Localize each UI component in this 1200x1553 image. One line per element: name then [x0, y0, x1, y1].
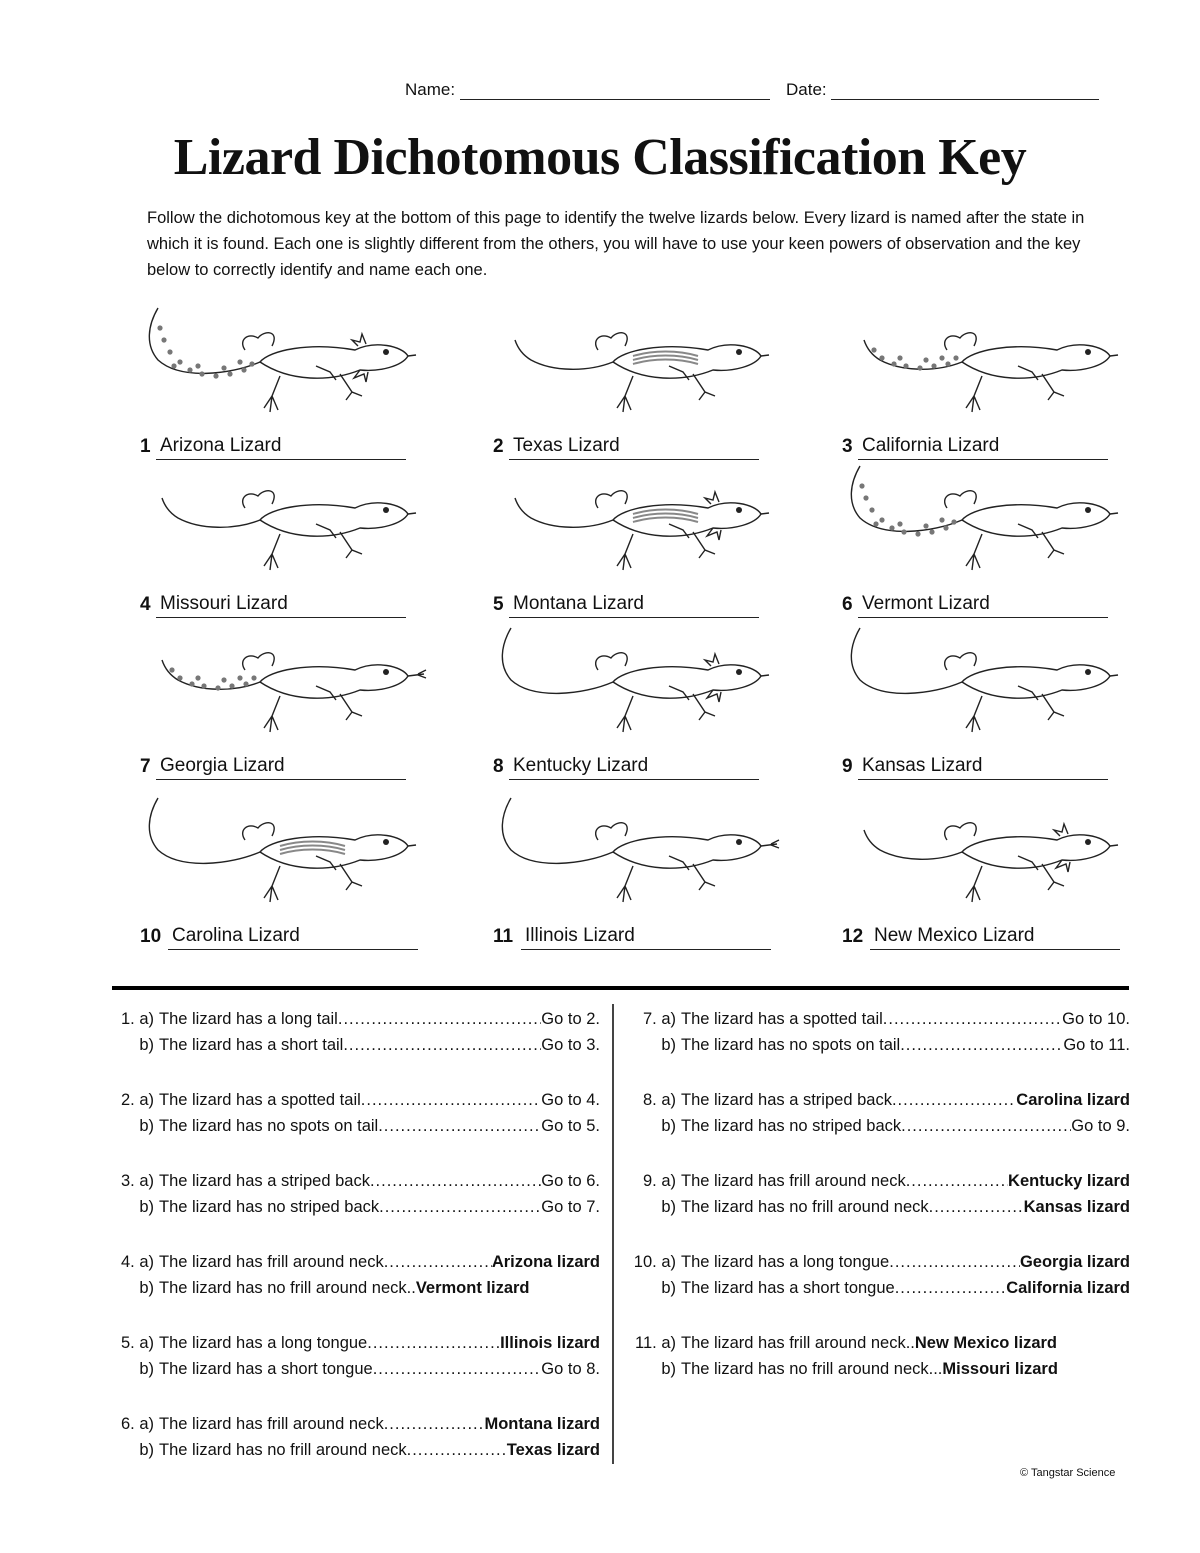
step-text: The lizard has no spots on tail: [159, 1117, 379, 1135]
date-line[interactable]: [831, 80, 1099, 100]
lizard-tail: [162, 498, 260, 527]
key-step: [622, 1172, 1130, 1253]
lizard-tongue: [408, 513, 416, 514]
name-line[interactable]: [460, 80, 770, 100]
lizard-spot: [201, 683, 206, 688]
lizard-eye: [736, 669, 742, 675]
step-result: Montana lizard: [484, 1415, 600, 1433]
step-prefix: 7. a): [642, 1010, 676, 1028]
lizard-spot: [939, 355, 944, 360]
page-title: Lizard Dichotomous Classification Key: [173, 129, 1027, 186]
key-step: [108, 1172, 600, 1253]
lizard-back-leg: [264, 534, 280, 570]
step-result: Go to 5.: [541, 1117, 600, 1135]
step-prefix: 6. a): [120, 1415, 154, 1433]
step-prefix: 9. a): [642, 1172, 676, 1190]
lizard-number: 2: [493, 436, 504, 457]
lizard-spot: [221, 677, 226, 682]
lizard-spot: [903, 363, 908, 368]
step-prefix: 3. a): [120, 1172, 154, 1190]
lizard-eye: [1085, 507, 1091, 513]
lizard-cell: [842, 620, 1152, 780]
lizard-answer[interactable]: Illinois Lizard: [521, 925, 771, 950]
step-result: Go to 11.: [1063, 1036, 1130, 1054]
step-prefix: 1. a): [120, 1010, 154, 1028]
lizard-cell: [842, 458, 1152, 618]
step-text: The lizard has a long tail: [159, 1010, 338, 1028]
step-text: The lizard has a striped back: [681, 1091, 892, 1109]
lizard-cell: [842, 790, 1122, 950]
lizard-spot: [215, 685, 220, 690]
lizard-number: 11: [493, 926, 514, 947]
lizard-spot: [195, 675, 200, 680]
lizard-spot: [915, 531, 920, 536]
lizard-front-leg-raised: [243, 491, 275, 508]
step-result: Kansas lizard: [1023, 1198, 1130, 1216]
lizard-spot: [879, 355, 884, 360]
lizard-tongue: [408, 355, 416, 356]
lizard-back-leg: [264, 696, 280, 732]
lizard-tongue: [1110, 675, 1118, 676]
lizard-spot: [161, 337, 166, 342]
step-prefix: 4. a): [120, 1253, 154, 1271]
lizard-number: 4: [140, 594, 151, 615]
lizard-tail: [515, 340, 613, 369]
lizard-front-leg-raised: [596, 823, 628, 840]
lizard-front-leg: [340, 532, 362, 558]
step-prefix: b): [139, 1441, 154, 1459]
lizard-spot: [923, 523, 928, 528]
lizard-front-leg-raised: [596, 333, 628, 350]
lizard-number: 7: [140, 756, 151, 777]
step-text: The lizard has frill around neck: [159, 1253, 384, 1271]
key-step: [108, 1334, 600, 1415]
step-text: The lizard has no striped back: [159, 1198, 380, 1216]
lizard-front-leg-raised: [596, 653, 628, 670]
lizard-front-leg-raised: [243, 653, 275, 670]
lizard-spot: [901, 529, 906, 534]
step-result: Go to 4.: [541, 1091, 600, 1109]
step-prefix: b): [139, 1036, 154, 1054]
lizard-spot: [859, 483, 864, 488]
lizard-front-leg: [340, 864, 362, 890]
intro-paragraph: Follow the dichotomous key at the bottom of this page to identify the twelve lizards below. Every lizard is named after the state in which it is found. Each one is slightly different from the others, you will have to use your keen powers of observation and the key below to correctly identify and name each one.: [147, 209, 1085, 279]
lizard-drawing: [842, 300, 1132, 435]
name-label: Name:: [405, 80, 456, 99]
lizard-front-leg: [1042, 374, 1064, 400]
lizard-drawing: [140, 458, 430, 593]
step-prefix: b): [139, 1198, 154, 1216]
step-text: The lizard has no frill around neck..: [159, 1279, 416, 1297]
step-text: The lizard has a long tongue: [681, 1253, 890, 1271]
step-result: Carolina lizard: [1016, 1091, 1130, 1109]
lizard-answer[interactable]: Georgia Lizard: [156, 755, 406, 780]
step-text: The lizard has frill around neck..: [681, 1334, 915, 1352]
lizard-front-leg-raised: [243, 333, 275, 350]
key-step: [622, 1010, 1130, 1091]
lizard-eye: [736, 839, 742, 845]
step-text: The lizard has a spotted tail: [681, 1010, 883, 1028]
lizard-answer[interactable]: Vermont Lizard: [858, 593, 1108, 618]
lizard-back-leg: [966, 376, 982, 412]
lizard-drawing: [493, 458, 783, 593]
lizard-eye: [383, 839, 389, 845]
lizard-spot: [169, 667, 174, 672]
lizard-spot: [167, 349, 172, 354]
lizard-spot: [923, 357, 928, 362]
lizard-front-leg-raised: [945, 653, 977, 670]
lizard-drawing: [140, 790, 430, 925]
lizard-spot: [951, 519, 956, 524]
section-divider: [112, 986, 1129, 990]
lizard-back-leg: [617, 866, 633, 902]
lizard-tail: [515, 498, 613, 527]
lizard-tongue: [408, 670, 426, 678]
lizard-spot: [869, 507, 874, 512]
step-result: Go to 10.: [1062, 1010, 1130, 1028]
lizard-spot: [889, 525, 894, 530]
lizard-spot: [187, 367, 192, 372]
lizard-front-leg: [1042, 694, 1064, 720]
step-result: Texas lizard: [506, 1441, 600, 1459]
lizard-drawing: [493, 620, 783, 755]
step-prefix: b): [661, 1198, 676, 1216]
step-text: The lizard has frill around neck: [681, 1172, 906, 1190]
step-result: Arizona lizard: [491, 1253, 600, 1271]
lizard-answer[interactable]: Kentucky Lizard: [509, 755, 759, 780]
lizard-spot: [939, 517, 944, 522]
lizard-tail: [864, 830, 962, 859]
lizard-tongue: [761, 675, 769, 676]
lizard-back-leg: [617, 534, 633, 570]
step-result: California lizard: [1006, 1279, 1130, 1297]
lizard-eye: [1085, 669, 1091, 675]
step-prefix: 10. a): [633, 1253, 676, 1271]
lizard-front-leg-raised: [596, 491, 628, 508]
lizard-eye: [383, 669, 389, 675]
step-text: The lizard has a long tongue: [159, 1334, 368, 1352]
step-result: New Mexico lizard: [914, 1334, 1058, 1352]
lizard-front-leg: [340, 694, 362, 720]
lizard-frill: [1054, 824, 1070, 872]
key-step: [108, 1253, 600, 1334]
lizard-tongue: [1110, 513, 1118, 514]
step-text: The lizard has no spots on tail: [681, 1036, 901, 1054]
lizard-eye: [1085, 349, 1091, 355]
lizard-spot: [157, 325, 162, 330]
lizard-drawing: [493, 790, 783, 925]
lizard-frill: [705, 654, 721, 702]
lizard-back-leg: [617, 376, 633, 412]
lizard-answer[interactable]: New Mexico Lizard: [870, 925, 1120, 950]
step-result: Go to 2.: [541, 1010, 600, 1028]
step-result: Go to 9.: [1071, 1117, 1130, 1135]
lizard-answer[interactable]: Montana Lizard: [509, 593, 759, 618]
lizard-cell: [842, 300, 1152, 460]
lizard-cell: [140, 300, 450, 460]
lizard-frill: [705, 492, 721, 540]
lizard-front-leg-raised: [243, 823, 275, 840]
lizard-answer[interactable]: Carolina Lizard: [168, 925, 418, 950]
step-result: Vermont lizard: [415, 1279, 530, 1297]
lizard-cell: [493, 620, 803, 780]
step-text: The lizard has frill around neck: [159, 1415, 384, 1433]
lizard-drawing: [842, 790, 1132, 925]
lizard-eye: [736, 507, 742, 513]
key-step: [622, 1091, 1130, 1172]
step-prefix: b): [139, 1360, 154, 1378]
lizard-front-leg-raised: [945, 823, 977, 840]
copyright-notice: © Tangstar Science: [1020, 1467, 1116, 1479]
lizard-cell: [493, 458, 803, 618]
key-step: [108, 1415, 600, 1496]
lizard-spot: [189, 681, 194, 686]
lizard-answer[interactable]: Missouri Lizard: [156, 593, 406, 618]
step-prefix: b): [661, 1279, 676, 1297]
lizard-answer[interactable]: Arizona Lizard: [156, 435, 406, 460]
lizard-tongue: [761, 355, 769, 356]
lizard-spot: [891, 361, 896, 366]
lizard-front-leg-raised: [945, 333, 977, 350]
lizard-drawing: [842, 620, 1132, 755]
lizard-drawing: [140, 300, 430, 435]
key-step: [108, 1091, 600, 1172]
column-divider: [612, 1004, 614, 1464]
lizard-drawing: [842, 458, 1132, 593]
lizard-spot: [199, 371, 204, 376]
lizard-spot: [243, 681, 248, 686]
lizard-stripe: [280, 850, 345, 855]
lizard-answer[interactable]: California Lizard: [858, 435, 1108, 460]
lizard-spot: [249, 361, 254, 366]
lizard-number: 1: [140, 436, 151, 457]
lizard-back-leg: [617, 696, 633, 732]
lizard-spot: [879, 517, 884, 522]
lizard-spot: [931, 363, 936, 368]
lizard-spot: [177, 675, 182, 680]
lizard-number: 10: [140, 926, 162, 947]
step-text: The lizard has no frill around neck: [681, 1198, 929, 1216]
step-result: Go to 3.: [541, 1036, 600, 1054]
lizard-drawing: [493, 300, 783, 435]
lizard-tongue: [408, 845, 416, 846]
step-text: The lizard has a short tongue: [159, 1360, 373, 1378]
lizard-spot: [241, 367, 246, 372]
step-result: Go to 7.: [541, 1198, 600, 1216]
lizard-spot: [251, 675, 256, 680]
lizard-cell: [140, 458, 450, 618]
name-field[interactable]: [405, 80, 770, 100]
date-field[interactable]: [786, 80, 1099, 100]
lizard-front-leg: [1042, 532, 1064, 558]
lizard-spot: [237, 675, 242, 680]
lizard-spot: [945, 361, 950, 366]
step-result: Georgia lizard: [1019, 1253, 1130, 1271]
step-result: Kentucky lizard: [1008, 1172, 1130, 1190]
lizard-spot: [177, 359, 182, 364]
lizard-front-leg: [693, 694, 715, 720]
lizard-spot: [943, 525, 948, 530]
key-step: [622, 1334, 1130, 1415]
lizard-cell: [140, 620, 450, 780]
lizard-spot: [171, 363, 176, 368]
lizard-front-leg: [693, 864, 715, 890]
lizard-tongue: [1110, 355, 1118, 356]
lizard-answer[interactable]: Texas Lizard: [509, 435, 759, 460]
lizard-eye: [383, 349, 389, 355]
lizard-spot: [227, 371, 232, 376]
lizard-number: 6: [842, 594, 853, 615]
step-text: The lizard has a short tongue: [681, 1279, 895, 1297]
step-text: The lizard has no striped back: [681, 1117, 902, 1135]
lizard-tongue: [1110, 845, 1118, 846]
step-prefix: 8. a): [642, 1091, 676, 1109]
lizard-spot: [213, 373, 218, 378]
lizard-front-leg: [693, 374, 715, 400]
lizard-spot: [237, 359, 242, 364]
lizard-front-leg-raised: [945, 491, 977, 508]
lizard-spot: [873, 521, 878, 526]
step-result: Go to 6.: [541, 1172, 600, 1190]
lizard-front-leg: [340, 374, 362, 400]
step-prefix: 2. a): [120, 1091, 154, 1109]
lizard-spot: [953, 355, 958, 360]
lizard-cell: [493, 300, 803, 460]
lizard-back-leg: [264, 866, 280, 902]
lizard-spot: [871, 347, 876, 352]
lizard-drawing: [140, 620, 430, 755]
key-step: [622, 1253, 1130, 1334]
lizard-frill: [352, 334, 368, 382]
lizard-tongue: [761, 840, 779, 848]
lizard-spot: [221, 365, 226, 370]
step-prefix: b): [661, 1036, 676, 1054]
lizard-eye: [383, 507, 389, 513]
date-label: Date:: [786, 80, 827, 99]
key-left-column: [108, 1010, 600, 1496]
step-prefix: b): [139, 1279, 154, 1297]
lizard-number: 12: [842, 926, 864, 947]
lizard-stripe: [633, 518, 698, 523]
lizard-front-leg: [1042, 864, 1064, 890]
step-prefix: b): [139, 1117, 154, 1135]
step-result: Illinois lizard: [500, 1334, 600, 1352]
lizard-front-leg: [693, 532, 715, 558]
lizard-number: 3: [842, 436, 853, 457]
lizard-cell: [140, 790, 420, 950]
lizard-eye: [1085, 839, 1091, 845]
lizard-spot: [917, 365, 922, 370]
step-text: The lizard has no frill around neck...: [681, 1360, 943, 1378]
lizard-answer[interactable]: Kansas Lizard: [858, 755, 1108, 780]
lizard-tongue: [761, 513, 769, 514]
lizard-cell: [493, 790, 773, 950]
lizard-spot: [229, 683, 234, 688]
step-prefix: b): [661, 1360, 676, 1378]
step-result: Missouri lizard: [942, 1360, 1058, 1378]
lizard-number: 5: [493, 594, 504, 615]
step-prefix: b): [661, 1117, 676, 1135]
step-prefix: 5. a): [120, 1334, 154, 1352]
key-right-column: [622, 1010, 1130, 1415]
step-text: The lizard has no frill around neck: [159, 1441, 407, 1459]
lizard-number: 8: [493, 756, 504, 777]
lizard-spot: [897, 355, 902, 360]
lizard-back-leg: [966, 696, 982, 732]
lizard-spot: [929, 529, 934, 534]
lizard-spot: [863, 495, 868, 500]
lizard-back-leg: [966, 534, 982, 570]
lizard-spot: [897, 521, 902, 526]
step-text: The lizard has a spotted tail: [159, 1091, 361, 1109]
lizard-spot: [195, 363, 200, 368]
step-text: The lizard has a short tail: [159, 1036, 344, 1054]
lizard-eye: [736, 349, 742, 355]
lizard-stripe: [633, 360, 698, 365]
lizard-back-leg: [264, 376, 280, 412]
lizard-back-leg: [966, 866, 982, 902]
key-step: [108, 1010, 600, 1091]
step-prefix: 11. a): [635, 1334, 676, 1352]
lizard-number: 9: [842, 756, 853, 777]
step-text: The lizard has a striped back: [159, 1172, 370, 1190]
step-result: Go to 8.: [541, 1360, 600, 1378]
